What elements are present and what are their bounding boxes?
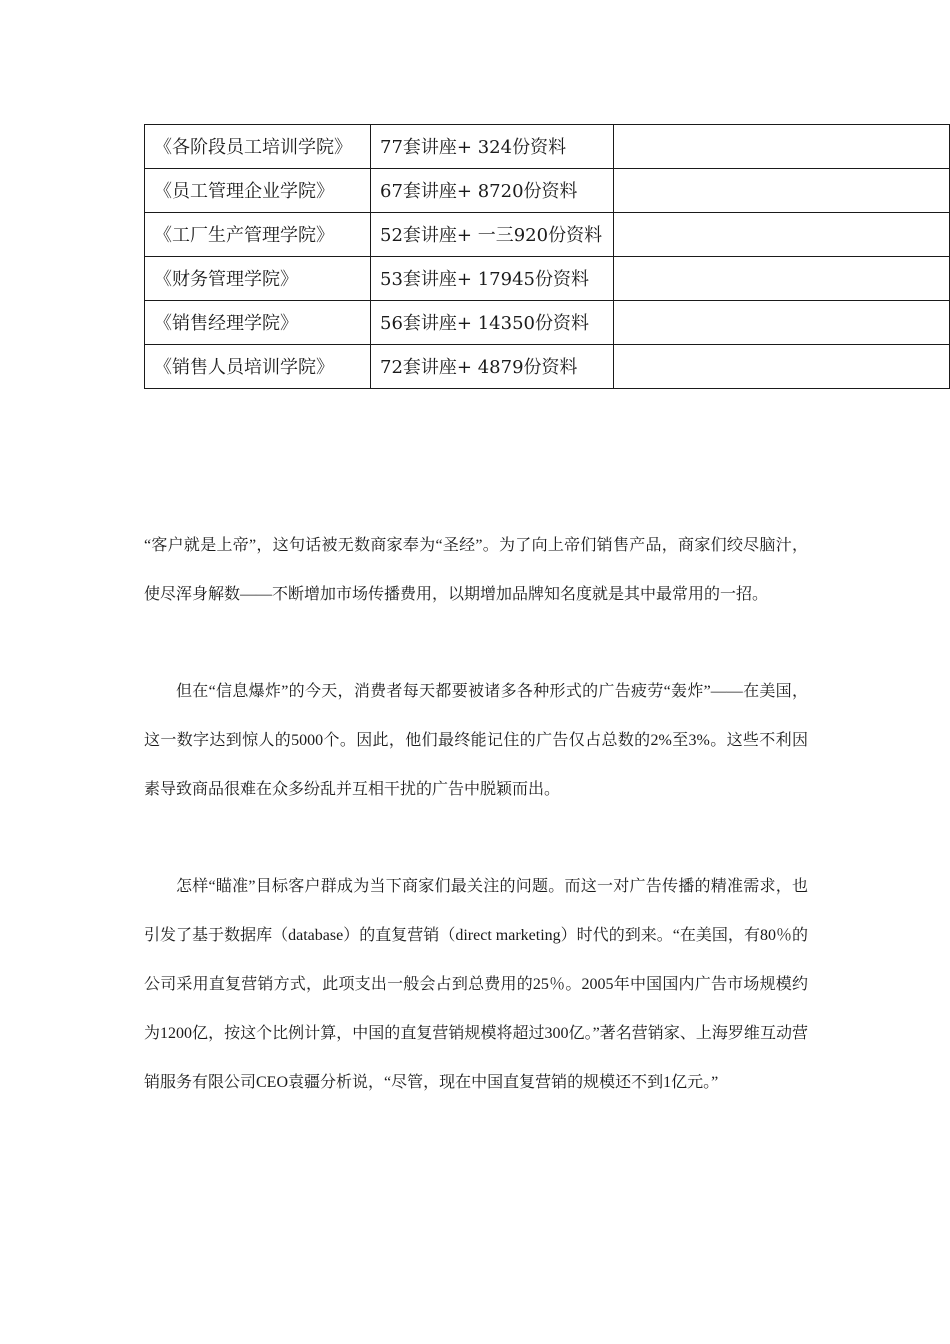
empty-cell xyxy=(614,345,950,389)
college-content-cell: 67套讲座+ 8720份资料 xyxy=(371,169,614,213)
table-row xyxy=(145,257,950,301)
paragraph-information-explosion: 但在“信息爆炸”的今天，消费者每天都要被诸多各种形式的广告疲劳“轰炸”——在美国，这一数字达到惊人的5000个。因此，他们最终能记住的广告仅占总数的2%至3%。这些不利因素导致商品很难在众多纷乱并互相干扰的广告中脱颖而出。 xyxy=(144,683,808,798)
college-name-cell: 《员工管理企业学院》 xyxy=(145,169,371,213)
table-row xyxy=(145,301,950,345)
college-name-cell: 《销售经理学院》 xyxy=(145,301,371,345)
college-name-cell: 《销售人员培训学院》 xyxy=(145,345,371,389)
college-content-cell: 56套讲座+ 14350份资料 xyxy=(371,301,614,345)
empty-cell xyxy=(614,125,950,169)
college-content-cell: 77套讲座+ 324份资料 xyxy=(371,125,614,169)
college-name-cell: 《各阶段员工培训学院》 xyxy=(145,125,371,169)
course-catalog-table xyxy=(144,124,950,389)
paragraph-spacer xyxy=(144,814,808,862)
college-name-cell: 《财务管理学院》 xyxy=(145,257,371,301)
empty-cell xyxy=(614,213,950,257)
empty-cell xyxy=(614,169,950,213)
empty-cell xyxy=(614,257,950,301)
college-content-cell: 72套讲座+ 4879份资料 xyxy=(371,345,614,389)
paragraph-direct-marketing: 怎样“瞄准”目标客户群成为当下商家们最关注的问题。而这一对广告传播的精准需求，也引发了基于数据库（database）的直复营销（direct marketing）时代的到来。“在美国，有80％的公司采用直复营销方式，此项支出一般会占到总费用的25％。2005年中国国内广告市场规模约为1200亿，按这个比例计算，中国的直复营销规模将超过300亿。”著名营销家、上海罗维互动营销服务有限公司CEO袁疆分析说，“尽管，现在中国直复营销的规模还不到1亿元。” xyxy=(144,878,808,1091)
paragraph-customer-is-god: “客户就是上帝”，这句话被无数商家奉为“圣经”。为了向上帝们销售产品，商家们绞尽脑汁，使尽浑身解数——不断增加市场传播费用，以期增加品牌知名度就是其中最常用的一招。 xyxy=(144,537,808,603)
college-content-cell: 52套讲座+ 一三920份资料 xyxy=(371,213,614,257)
college-content-cell: 53套讲座+ 17945份资料 xyxy=(371,257,614,301)
college-name-cell: 《工厂生产管理学院》 xyxy=(145,213,371,257)
paragraph-spacer xyxy=(144,619,808,667)
empty-cell xyxy=(614,301,950,345)
table-row xyxy=(145,345,950,389)
table-row xyxy=(145,169,950,213)
table-row xyxy=(145,125,950,169)
table-row xyxy=(145,213,950,257)
article-body xyxy=(144,521,808,1107)
